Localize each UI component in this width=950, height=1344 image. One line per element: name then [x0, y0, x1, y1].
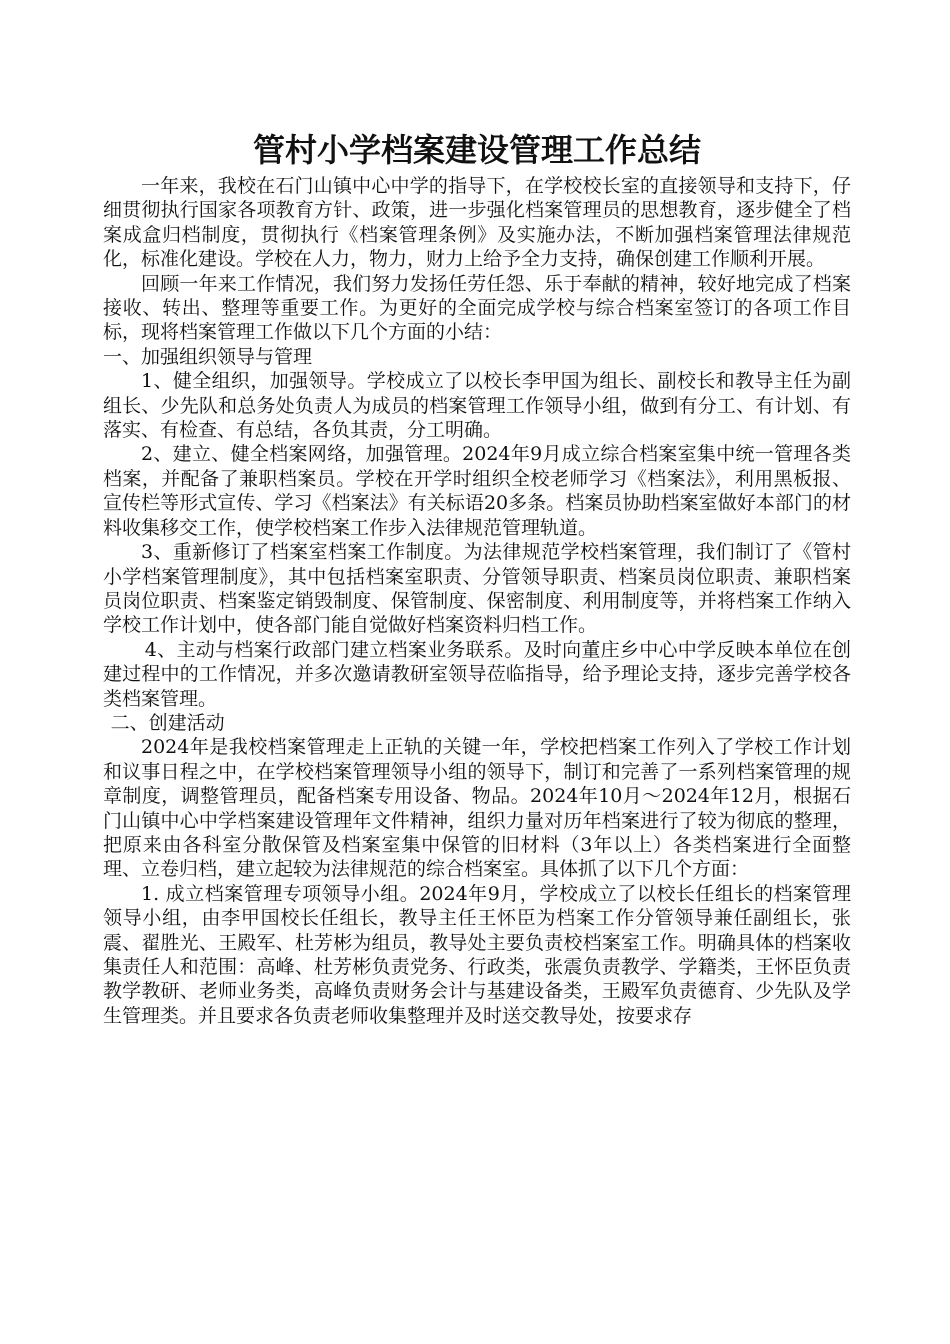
paragraph-intro: 一年来，我校在石门山镇中心中学的指导下，在学校校长室的直接领导和支持下，仔细贯彻执行国家各项教育方针、政策，进一步强化档案管理员的思想教育，逐步健全了档案成盒归档制度，贯彻执行《档案管理条例》及实施办法，不断加强档案管理法律规范化，标准化建设。学校在人力，物力，财力上给予全力支持，确保创建工作顺利开展。 [103, 175, 851, 271]
paragraph-activity-1: 1. 成立档案管理专项领导小组。2024年9月，学校成立了以校长任组长的档案管理领导小组，由李甲国校长任组长，教导主任王怀臣为档案工作分管领导兼任副组长，张震、翟胜光、王殿军、杜芳彬为组员，教导处主要负责校档案室工作。明确具体的档案收集责任人和范围：高峰、杜芳彬负责党务、行政类，张震负责教学、学籍类，王怀臣负责教学教研、老师业务类，高峰负责财务会计与基建设备类，王殿军负责德育、少先队及学生管理类。并且要求各负责老师收集整理并及时送交教导处，按要求存 [103, 882, 851, 1027]
paragraph-activities: 2024年是我校档案管理走上正轨的关键一年，学校把档案工作列入了学校工作计划和议事日程之中，在学校档案管理领导小组的领导下，制订和完善了一系列档案管理的规章制度，调整管理员，配备档案专用设备、物品。2024年10月～2024年12月，根据石门山镇中心中学档案建设管理年文件精神，组织力量对历年档案进行了较为彻底的整理，把原来由各科室分散保管及档案室集中保管的旧材料（3年以上）各类档案进行全面整理、立卷归档，建立起较为法律规范的综合档案室。具体抓了以下几个方面： [103, 736, 851, 881]
document-page [103, 126, 851, 1028]
paragraph-item-1: 1、健全组织，加强领导。学校成立了以校长李甲国为组长、副校长和教导主任为副组长、少先队和总务处负责人为成员的档案管理工作领导小组，做到有分工、有计划、有落实、有检查、有总结，各负其责，分工明确。 [103, 370, 851, 442]
section-heading-2: 二、创建活动 [110, 711, 225, 734]
paragraph-review: 回顾一年来工作情况，我们努力发扬任劳任怨、乐于奉献的精神，较好地完成了档案接收、转出、整理等重要工作。为更好的全面完成学校与综合档案室签订的各项工作目标，现将档案管理工作做以下几个方面的小结： [103, 272, 851, 344]
document-title: 管村小学档案建设管理工作总结 [252, 131, 701, 169]
paragraph-item-2: 2、建立、健全档案网络，加强管理。2024年9月成立综合档案室集中统一管理各类档案，并配备了兼职档案员。学校在开学时组织全校老师学习《档案法》，利用黑板报、宣传栏等形式宣传、学习《档案法》有关标语20多条。档案员协助档案室做好本部门的材料收集移交工作，使学校档案工作步入法律规范管理轨道。 [103, 443, 851, 539]
section-heading-1: 一、加强组织领导与管理 [103, 345, 313, 368]
paragraph-item-4: 4、主动与档案行政部门建立档案业务联系。及时向董庄乡中心中学反映本单位在创建过程中的工作情况，并多次邀请教研室领导莅临指导，给予理论支持，逐步完善学校各类档案管理。 [103, 638, 851, 710]
paragraph-item-3: 3、重新修订了档案室档案工作制度。为法律规范学校档案管理，我们制订了《管村小学档案管理制度》，其中包括档案室职责、分管领导职责、档案员岗位职责、兼职档案员岗位职责、档案鉴定销毁制度、保管制度、保密制度、利用制度等，并将档案工作纳入学校工作计划中，使各部门能自觉做好档案资料归档工作。 [103, 541, 851, 637]
